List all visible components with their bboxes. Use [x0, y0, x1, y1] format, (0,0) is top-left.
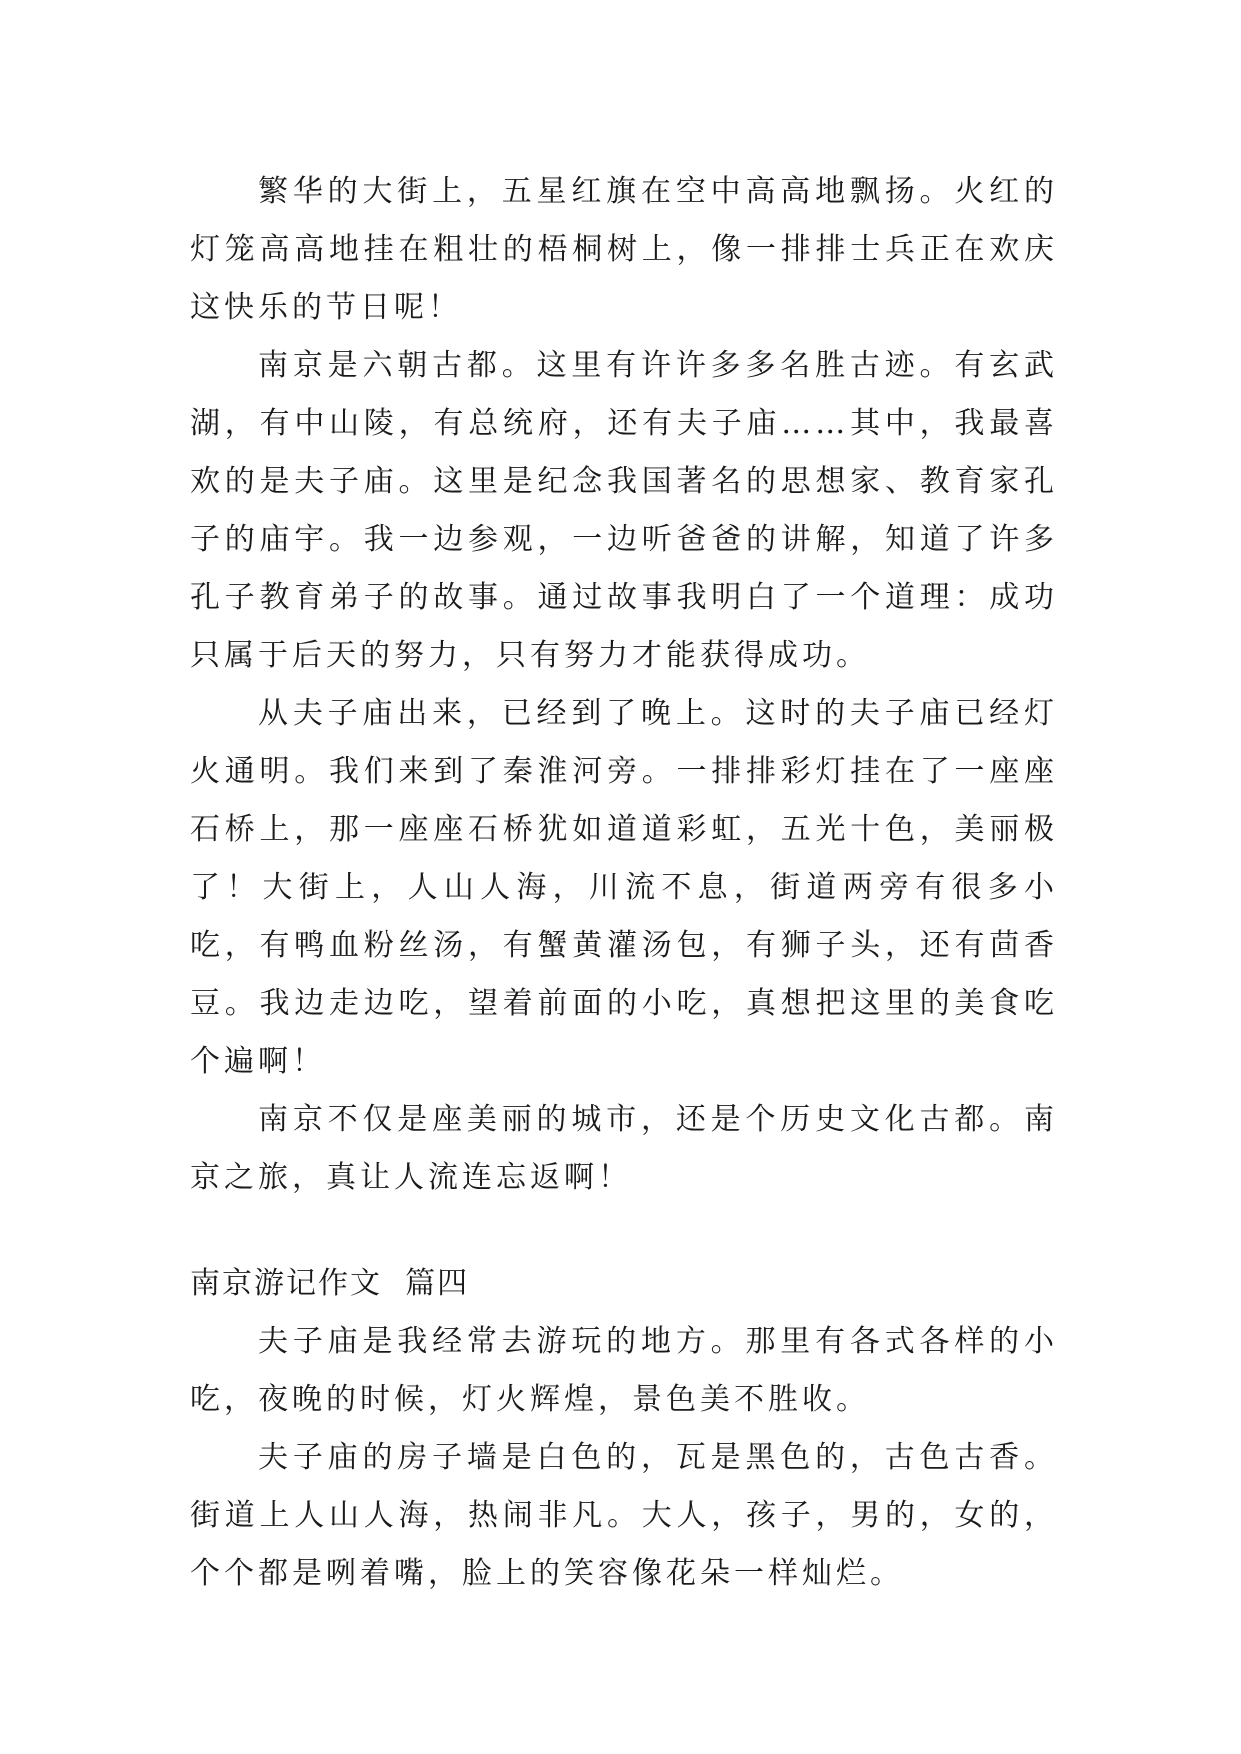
paragraph-six-dynasties: 南京是六朝古都。这里有许许多多名胜古迹。有玄武湖，有中山陵，有总统府，还有夫子庙……其中，我最喜欢的是夫子庙。这里是纪念我国著名的思想家、教育家孔子的庙宇。我一边参观，一边听爸爸的讲解，知道了许多孔子教育弟子的故事。通过故事我明白了一个道理：成功只属于后天的努力，只有努力才能获得成功。	[190, 348, 1058, 673]
paragraph-conclusion: 南京不仅是座美丽的城市，还是个历史文化古都。南京之旅，真让人流连忘返啊！	[190, 1102, 1058, 1195]
section-title: 南京游记作文 篇四	[190, 1266, 470, 1301]
document-body	[190, 163, 1058, 1603]
paragraph-festive-street: 繁华的大街上，五星红旗在空中高高地飘扬。火红的灯笼高高地挂在粗壮的梧桐树上，像一排排士兵正在欢庆这快乐的节日呢！	[190, 174, 1058, 325]
paragraph-qinhuai-night: 从夫子庙出来，已经到了晚上。这时的夫子庙已经灯火通明。我们来到了秦淮河旁。一排排彩灯挂在了一座座石桥上，那一座座石桥犹如道道彩虹，五光十色，美丽极了！大街上，人山人海，川流不息，街道两旁有很多小吃，有鸭血粉丝汤，有蟹黄灌汤包，有狮子头，还有茴香豆。我边走边吃，望着前面的小吃，真想把这里的美食吃个遍啊！	[190, 696, 1058, 1079]
paragraph-temple-houses: 夫子庙的房子墙是白色的，瓦是黑色的，古色古香。街道上人山人海，热闹非凡。大人，孩子，男的，女的，个个都是咧着嘴，脸上的笑容像花朵一样灿烂。	[190, 1440, 1058, 1591]
paragraph-confucius-temple: 夫子庙是我经常去游玩的地方。那里有各式各样的小吃，夜晚的时候，灯火辉煌，景色美不胜收。	[190, 1324, 1058, 1417]
